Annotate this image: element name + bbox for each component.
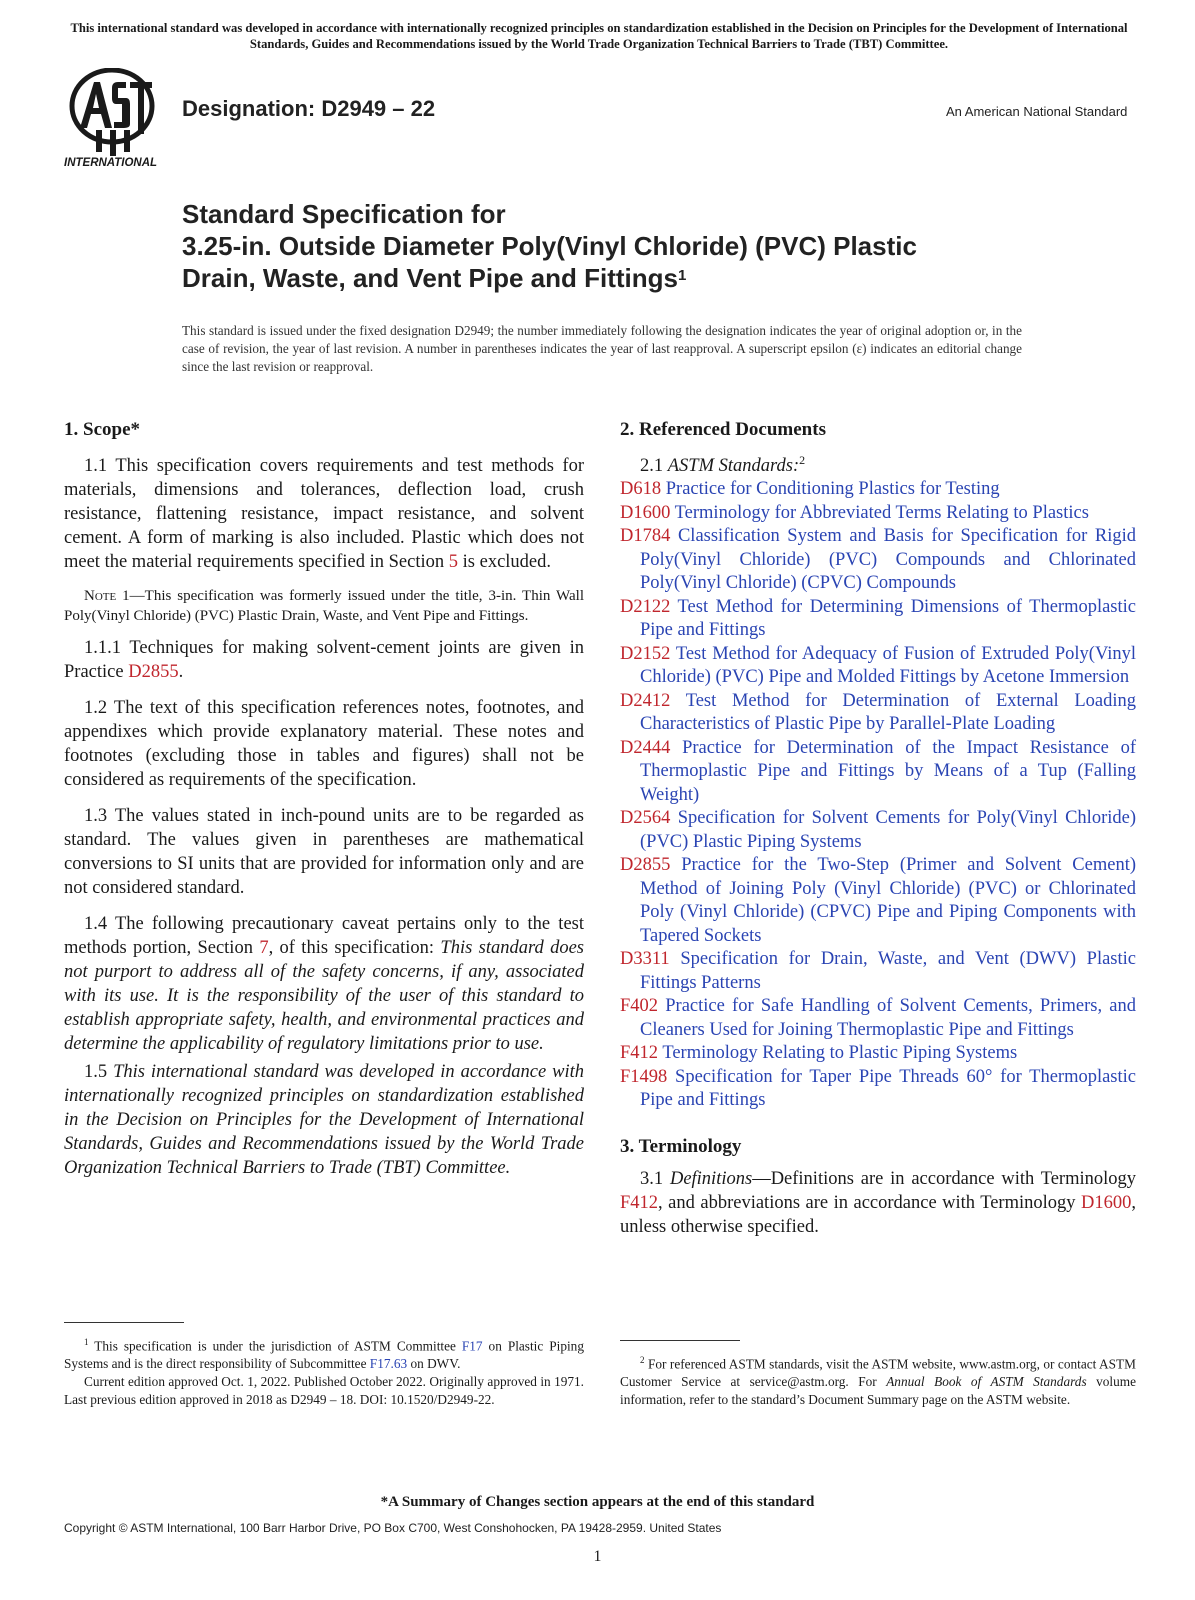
f412-link[interactable]: F412	[620, 1192, 659, 1213]
reference-title-link[interactable]: Specification for Taper Pipe Threads 60° for Thermoplastic Pipe and Fittings	[640, 1066, 1136, 1111]
summary-note: *A Summary of Changes section appears at the end of this standard	[380, 1494, 815, 1510]
reference-item	[620, 502, 1136, 526]
reference-title-link[interactable]: Terminology Relating to Plastic Piping Systems	[658, 1043, 1018, 1064]
footnote-1-block	[64, 1322, 584, 1409]
logo-text: INTERNATIONAL	[64, 157, 158, 168]
note-1: Note 1—This specification was formerly issued under the title, 3-in. Thin Wall Poly(Vinyl Chloride) (PVC) Plastic Drain, Waste, and Vent Pipe and Fittings.	[64, 588, 585, 624]
reference-title-link[interactable]: Test Method for Determining Dimensions of Thermoplastic Pipe and Fittings	[640, 596, 1136, 641]
page-title	[182, 198, 1082, 294]
reference-item	[620, 478, 1136, 502]
reference-title-link[interactable]: Test Method for Adequacy of Fusion of Extruded Poly(Vinyl Chloride) (PVC) Pipe and Molded Fittings by Acetone Immersion	[640, 643, 1136, 688]
astm-logo	[60, 68, 170, 168]
reference-title-link[interactable]: Specification for Drain, Waste, and Vent (DWV) Plastic Fittings Patterns	[640, 949, 1136, 993]
terminology-heading: 3. Terminology	[620, 1135, 742, 1157]
reference-list	[620, 478, 1136, 1113]
reference-item	[620, 807, 1136, 854]
title-line-1: Standard Specification for	[182, 199, 506, 229]
ans-label: An American National Standard	[946, 104, 1128, 119]
para-1-1-1: 1.1.1 Techniques for making solvent-cement joints are given in Practice D2855.	[64, 638, 584, 682]
reference-code-link[interactable]: D2122	[620, 596, 671, 617]
reference-item	[620, 690, 1136, 737]
copyright: Copyright © ASTM International, 100 Barr Harbor Drive, PO Box C700, West Conshohocken, PA 19428-2959. United States	[64, 1521, 722, 1535]
right-column	[620, 418, 1136, 1251]
astm-standards-subheading: 2.1 ASTM Standards:$^2$	[640, 453, 806, 477]
reference-code-link[interactable]: D2564	[620, 808, 671, 829]
reference-item	[620, 995, 1136, 1042]
reference-item	[620, 1066, 1136, 1113]
footnote-2: $^2$ For referenced ASTM standards, visit the ASTM website, www.astm.org, or contact ASTM Customer Service at service@astm.org. For Annual Book of ASTM Standards volume information, refer to the standard’s Document Summary page on the ASTM website.	[620, 1355, 1136, 1408]
reference-code-link[interactable]: D2855	[620, 855, 671, 876]
footnote-1-edition: Current edition approved Oct. 1, 2022. Published October 2022. Originally approved in 1971. Last previous edition approved in 2018 as D2949 – 18. DOI: 10.1520/D2949-22.	[64, 1374, 584, 1408]
footnote-2-mark[interactable]: 2	[799, 453, 806, 467]
issued-notice: This standard is issued under the fixed designation D2949; the number immediately following the designation indicates the year of original adoption or, in the case of revision, the year of last revision. A number in parentheses indicates the year of last reapproval. A superscript epsilon (ε) indicates an editorial change since the last revision or reapproval.	[182, 323, 1022, 374]
reference-code-link[interactable]: F1498	[620, 1066, 668, 1087]
left-column	[64, 418, 584, 1192]
scope-heading: 1. Scope*	[64, 419, 140, 440]
d2855-link[interactable]: D2855	[128, 662, 179, 682]
section-5-link[interactable]: 5	[448, 552, 459, 572]
reference-code-link[interactable]: D2412	[620, 690, 671, 711]
para-1-4: 1.4 The following precautionary caveat pertains only to the test methods portion, Section 7, of this specification: This standard does not purport to address all of the safety concerns, if any, associated with its use. It is the responsibility of the user of this standard to establish appropriate safety, health, and environmental practices and determine the applicability of regulatory limitations prior to use.	[64, 914, 585, 1054]
reference-title-link[interactable]: Classification System and Basis for Specification for Rigid Poly(Vinyl Chloride) (PVC) Compounds and Chlorinated Poly(Vinyl Chloride) (CPVC) Compounds	[640, 526, 1136, 594]
reference-title-link[interactable]: Practice for Determination of the Impact Resistance of Thermoplastic Pipe and Fittings by Means of a Tup (Falling Weight)	[640, 737, 1136, 805]
designation: Designation: D2949 – 22	[182, 96, 436, 121]
top-notice: This international standard was developed in accordance with internationally recognized principles on standardization established in the Decision on Principles for the Development of International Standards, Guides and Recommendations issued by the World Trade Organization Technical Barriers to Trade (TBT) Committee.	[70, 21, 1128, 51]
para-1-5: 1.5 This international standard was developed in accordance with internationally recognized principles on standardization established in the Decision on Principles for the Development of International Standards, Guides and Recommendations issued by the World Trade Organization Technical Barriers to Trade (TBT) Committee.	[64, 1062, 585, 1178]
reference-code-link[interactable]: F402	[620, 996, 659, 1017]
reference-title-link[interactable]: Terminology for Abbreviated Terms Relating to Plastics	[670, 502, 1089, 523]
reference-title-link[interactable]: Practice for Safe Handling of Solvent Cements, Primers, and Cleaners Used for Joining Thermoplastic Pipe and Fittings	[640, 996, 1136, 1040]
reference-code-link[interactable]: D1600	[620, 502, 671, 523]
reference-code-link[interactable]: D1784	[620, 526, 671, 547]
reference-code-link[interactable]: D618	[620, 479, 662, 500]
reference-title-link[interactable]: Practice for the Two-Step (Primer and Solvent Cement) Method of Joining Poly (Vinyl Chloride) (PVC) or Chlorinated Poly (Vinyl Chloride) (CPVC) Pipe and Piping Components with Tapered Sockets	[640, 855, 1136, 946]
reference-code-link[interactable]: D2152	[620, 643, 671, 664]
para-1-2: 1.2 The text of this specification references notes, footnotes, and appendixes which provide explanatory material. These notes and footnotes (excluding those in tables and figures) shall not be considered as requirements of the specification.	[64, 698, 584, 790]
f17-link[interactable]: F17	[461, 1338, 483, 1354]
title-footnote-mark[interactable]: 1	[678, 267, 687, 284]
reference-item	[620, 596, 1136, 643]
title-line-2: 3.25-in. Outside Diameter Poly(Vinyl Chloride) (PVC) Plastic	[182, 231, 917, 261]
d1600-link[interactable]: D1600	[1081, 1192, 1132, 1213]
para-1-1: 1.1 This specification covers requirements and test methods for materials, dimensions and tolerances, deflection load, crush resistance, flattening resistance, impact resistance, and solvent cement. A form of marking is also included. Plastic which does not meet the material requirements specified in Section 5 is excluded.	[64, 456, 584, 572]
footnote-1: $^1$ This specification is under the jurisdiction of ASTM Committee F17 on Plastic Piping Systems and is the direct responsibility of Subcommittee F17.63 on DWV.	[64, 1337, 584, 1372]
page-number: 1	[593, 1548, 602, 1565]
reference-item	[620, 1042, 1136, 1066]
title-line-3: Drain, Waste, and Vent Pipe and Fittings$^1$	[182, 263, 687, 293]
astm-logo-icon	[60, 68, 170, 168]
para-1-3: 1.3 The values stated in inch-pound units are to be regarded as standard. The values given in parentheses are mathematical conversions to SI units that are provided for information only and are not considered standard.	[64, 806, 584, 898]
footnote-2-block	[620, 1340, 1136, 1409]
f17-63-link[interactable]: F17.63	[369, 1356, 408, 1372]
reference-item	[620, 525, 1136, 596]
reference-item	[620, 643, 1136, 690]
refs-heading: 2. Referenced Documents	[620, 419, 826, 440]
reference-code-link[interactable]: D3311	[620, 949, 670, 970]
section-7-link[interactable]: 7	[259, 938, 269, 958]
footnote-rule	[64, 1322, 184, 1323]
footnote-rule	[620, 1340, 740, 1341]
reference-title-link[interactable]: Practice for Conditioning Plastics for Testing	[661, 479, 1000, 500]
reference-item	[620, 737, 1136, 808]
para-3-1: 3.1 Definitions—Definitions are in accordance with Terminology F412, and abbreviations are in accordance with Terminology D1600, unless otherwise specified.	[620, 1168, 1137, 1237]
reference-item	[620, 948, 1136, 995]
reference-item	[620, 854, 1136, 948]
reference-code-link[interactable]: D2444	[620, 737, 671, 758]
reference-title-link[interactable]: Test Method for Determination of External Loading Characteristics of Plastic Pipe by Parallel-Plate Loading	[640, 690, 1136, 735]
reference-title-link[interactable]: Specification for Solvent Cements for Poly(Vinyl Chloride) (PVC) Plastic Piping Systems	[640, 808, 1136, 852]
reference-code-link[interactable]: F412	[620, 1043, 659, 1064]
